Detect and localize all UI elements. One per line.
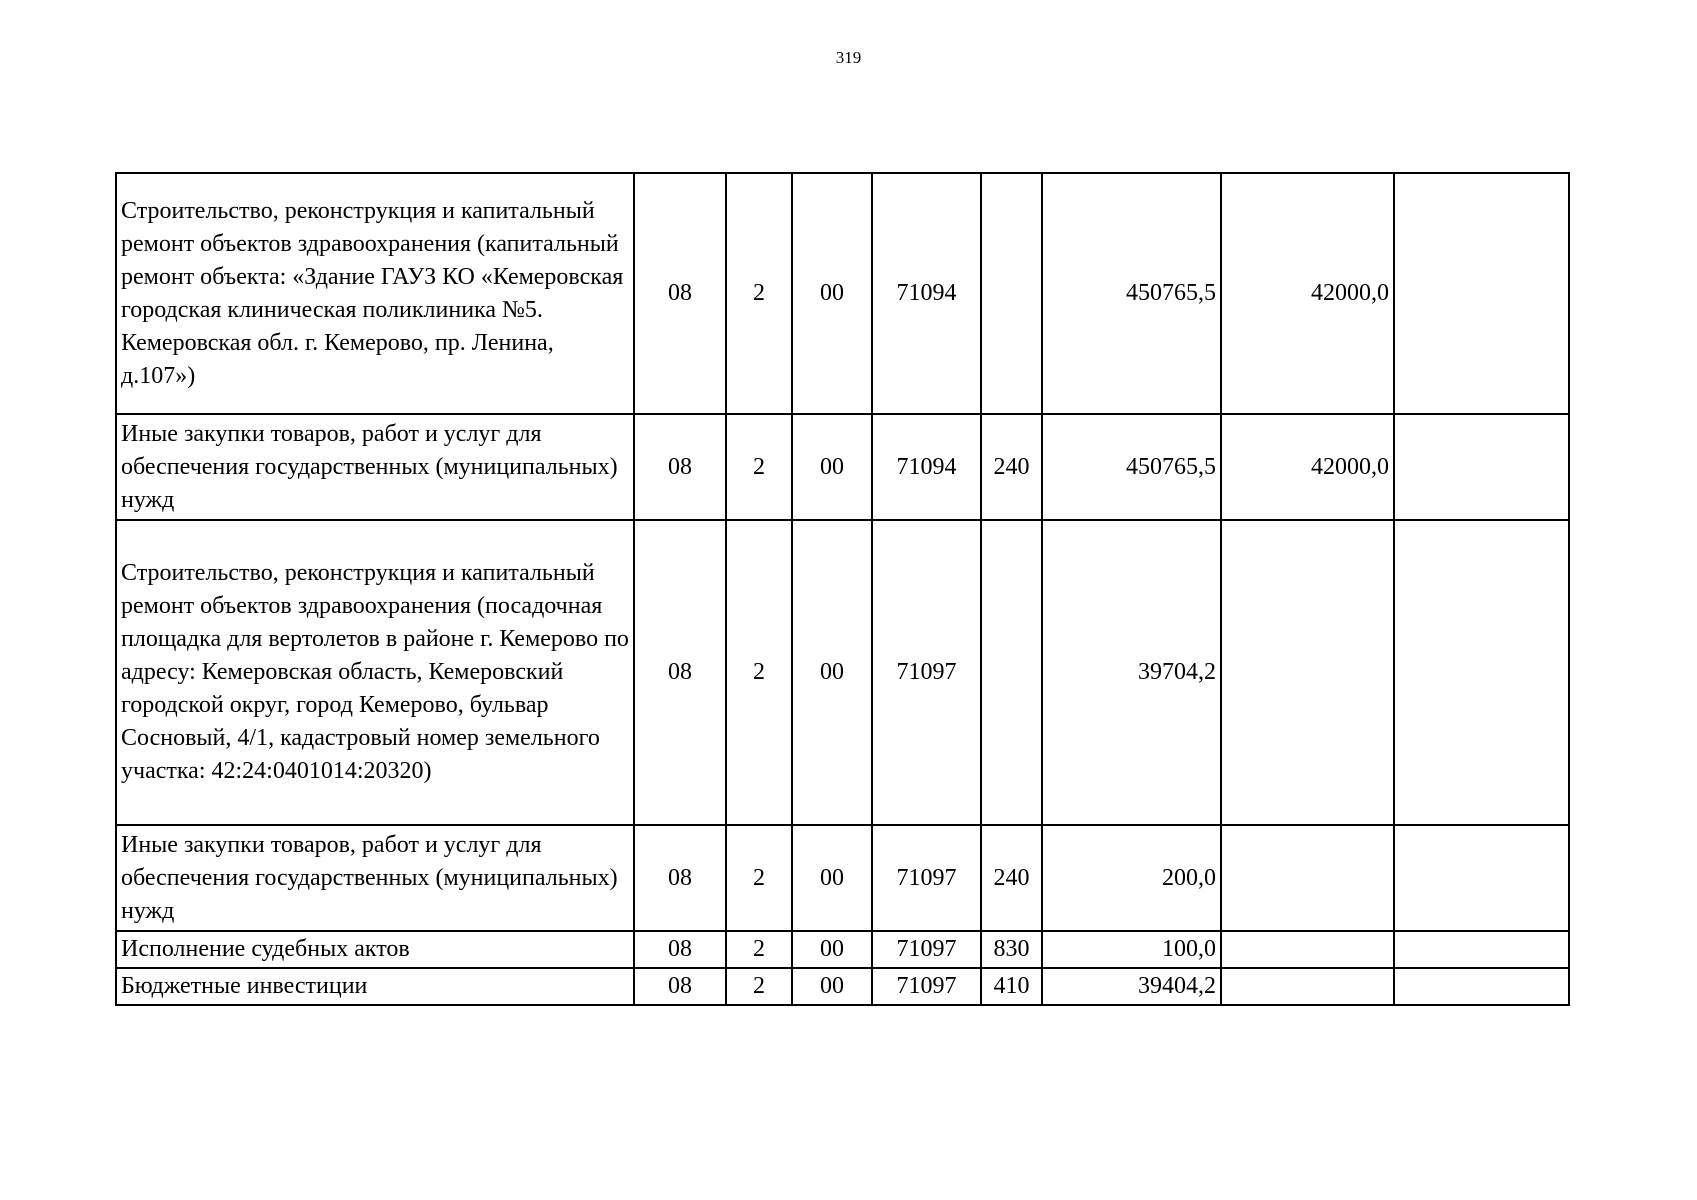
amount-1: 450765,5 — [1042, 173, 1221, 414]
amount-3 — [1394, 968, 1569, 1005]
program-code: 2 — [726, 173, 792, 414]
amount-2: 42000,0 — [1221, 414, 1394, 520]
amount-2 — [1221, 931, 1394, 968]
row-name: Бюджетные инвестиции — [116, 968, 634, 1005]
table-row — [116, 931, 1569, 968]
expense-type-code — [981, 173, 1042, 414]
table-row — [116, 414, 1569, 520]
expense-type-code — [981, 520, 1042, 825]
budget-table — [115, 172, 1570, 1006]
program-code: 2 — [726, 931, 792, 968]
table-row — [116, 173, 1569, 414]
amount-2 — [1221, 825, 1394, 931]
table-row — [116, 968, 1569, 1005]
direction-code: 71097 — [872, 520, 981, 825]
subprogram-code: 00 — [792, 931, 872, 968]
amount-1: 200,0 — [1042, 825, 1221, 931]
program-code: 2 — [726, 968, 792, 1005]
amount-2: 42000,0 — [1221, 173, 1394, 414]
direction-code: 71097 — [872, 931, 981, 968]
direction-code: 71097 — [872, 968, 981, 1005]
table-row — [116, 520, 1569, 825]
section-code: 08 — [634, 173, 726, 414]
amount-1: 39704,2 — [1042, 520, 1221, 825]
subprogram-code: 00 — [792, 414, 872, 520]
section-code: 08 — [634, 825, 726, 931]
amount-1: 39404,2 — [1042, 968, 1221, 1005]
expense-type-code: 830 — [981, 931, 1042, 968]
amount-1: 450765,5 — [1042, 414, 1221, 520]
program-code: 2 — [726, 520, 792, 825]
section-code: 08 — [634, 968, 726, 1005]
direction-code: 71094 — [872, 173, 981, 414]
expense-type-code: 410 — [981, 968, 1042, 1005]
subprogram-code: 00 — [792, 520, 872, 825]
row-name: Иные закупки товаров, работ и услуг для обеспечения государственных (муниципальных) нужд — [116, 414, 634, 520]
section-code: 08 — [634, 414, 726, 520]
amount-2 — [1221, 968, 1394, 1005]
amount-3 — [1394, 520, 1569, 825]
amount-1: 100,0 — [1042, 931, 1221, 968]
direction-code: 71094 — [872, 414, 981, 520]
amount-2 — [1221, 520, 1394, 825]
amount-3 — [1394, 825, 1569, 931]
section-code: 08 — [634, 931, 726, 968]
program-code: 2 — [726, 825, 792, 931]
table-row — [116, 825, 1569, 931]
direction-code: 71097 — [872, 825, 981, 931]
section-code: 08 — [634, 520, 726, 825]
row-name: Строительство, реконструкция и капитальный ремонт объектов здравоохранения (капитальный ремонт объекта: «Здание ГАУЗ КО «Кемеровская городская клиническая поликлиника №5. Кемеровская обл. г. Кемерово, пр. Ленина, д.107») — [116, 173, 634, 414]
program-code: 2 — [726, 414, 792, 520]
amount-3 — [1394, 931, 1569, 968]
amount-3 — [1394, 173, 1569, 414]
subprogram-code: 00 — [792, 825, 872, 931]
page-number: 319 — [835, 48, 862, 67]
amount-3 — [1394, 414, 1569, 520]
subprogram-code: 00 — [792, 968, 872, 1005]
row-name: Исполнение судебных актов — [116, 931, 634, 968]
subprogram-code: 00 — [792, 173, 872, 414]
row-name: Иные закупки товаров, работ и услуг для обеспечения государственных (муниципальных) нужд — [116, 825, 634, 931]
expense-type-code: 240 — [981, 414, 1042, 520]
expense-type-code: 240 — [981, 825, 1042, 931]
row-name: Строительство, реконструкция и капитальный ремонт объектов здравоохранения (посадочная площадка для вертолетов в районе г. Кемерово по адресу: Кемеровская область, Кемеровский городской округ, город Кемерово, бульвар Сосновый, 4/1, кадастровый номер земельного участка: 42:24:0401014:20320) — [116, 520, 634, 825]
